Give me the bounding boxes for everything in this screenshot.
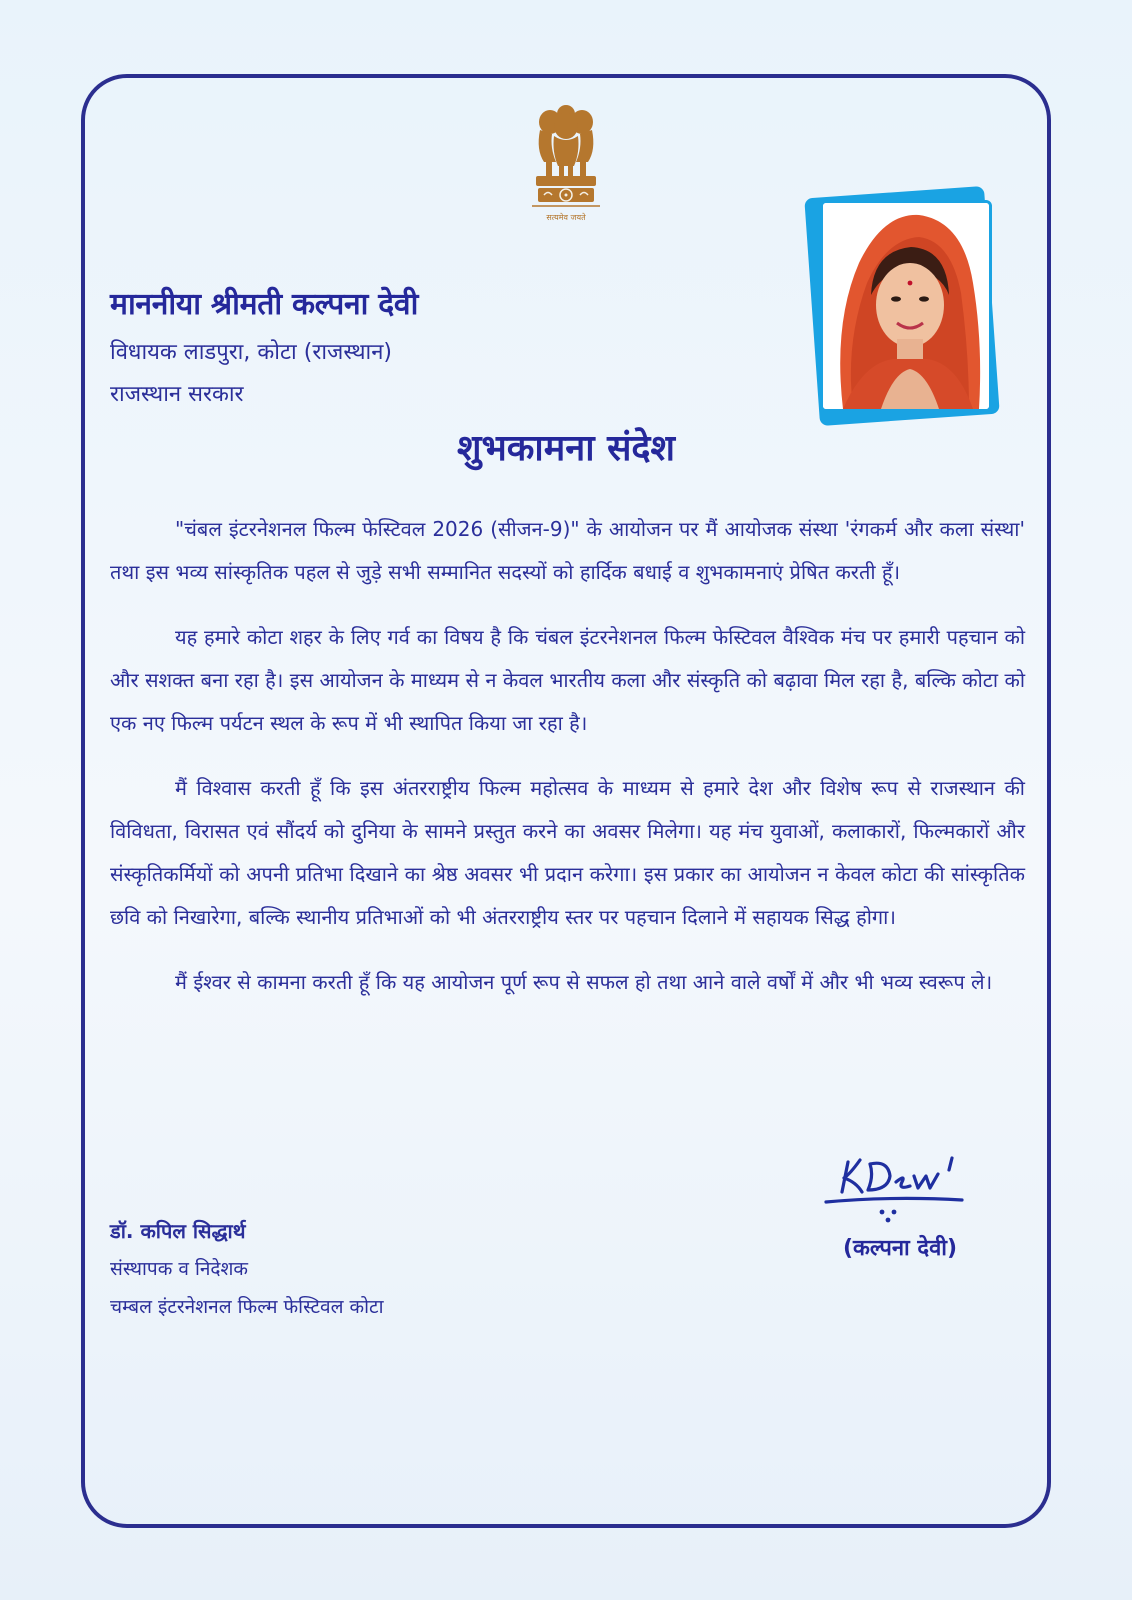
dignitary-designation: विधायक लाडपुरा, कोटा (राजस्थान) — [110, 340, 393, 365]
portrait-photo — [806, 192, 996, 420]
handwritten-signature-icon — [822, 1140, 982, 1230]
government-name: राजस्थान सरकार — [110, 382, 244, 407]
signatory-name: (कल्पना देवी) — [842, 1236, 958, 1261]
message-paragraph: मैं विश्वास करती हूँ कि इस अंतरराष्ट्रीय फिल्म महोत्सव के माध्यम से हमारे देश और विशेष रूप से राजस्थान की विविधता, विरासत एवं सौंदर्य को दुनिया के सामने प्रस्तुत करने का अवसर मिलेगा। यह मंच युवाओं, कलाकारों, फिल्मकारों और संस्कृतिकर्मियों को अपनी प्रतिभा दिखाने का श्रेष्ठ अवसर भी प्रदान करेगा। इस प्रकार का आयोजन न केवल कोटा की सांस्कृतिक छवि को निखारेगा, बल्कि स्थानीय प्रतिभाओं को भी अंतरराष्ट्रीय स्तर पर पहचान दिलाने में सहायक सिद्ध होगा। — [110, 776, 1025, 929]
message-title: शुभकामना संदेश — [456, 428, 676, 469]
organizer-org: चम्बल इंटरनेशनल फिल्म फेस्टिवल कोटा — [110, 1296, 384, 1318]
portrait-photo-icon — [820, 200, 992, 412]
ashoka-emblem-icon — [526, 100, 606, 230]
emblem-motto: सत्यमेव जयते — [546, 213, 586, 222]
organizer-block — [110, 1212, 384, 1326]
message-body — [110, 508, 1025, 1026]
message-paragraph: मैं ईश्वर से कामना करती हूँ कि यह आयोजन पूर्ण रूप से सफल हो तथा आने वाले वर्षों में और भी भव्य स्वरूप ले। — [175, 970, 993, 994]
dignitary-name: माननीया श्रीमती कल्पना देवी — [110, 287, 419, 322]
organizer-role: संस्थापक व निदेशक — [110, 1258, 249, 1280]
message-paragraph: "चंबल इंटरनेशनल फिल्म फेस्टिवल 2026 (सीजन-9)" के आयोजन पर मैं आयोजक संस्था 'रंगकर्म और कला संस्था' तथा इस भव्य सांस्कृतिक पहल से जुड़े सभी सम्मानित सदस्यों को हार्दिक बधाई व शुभकामनाएं प्रेषित करती हूँ। — [110, 517, 1025, 584]
organizer-name: डॉ. कपिल सिद्धार्थ — [110, 1219, 246, 1243]
message-paragraph: यह हमारे कोटा शहर के लिए गर्व का विषय है कि चंबल इंटरनेशनल फिल्म फेस्टिवल वैश्विक मंच पर हमारी पहचान को और सशक्त बना रहा है। इस आयोजन के माध्यम से न केवल भारतीय कला और संस्कृति को बढ़ावा मिल रहा है, बल्कि कोटा को एक नए फिल्म पर्यटन स्थल के रूप में भी स्थापित किया जा रहा है। — [110, 625, 1025, 735]
